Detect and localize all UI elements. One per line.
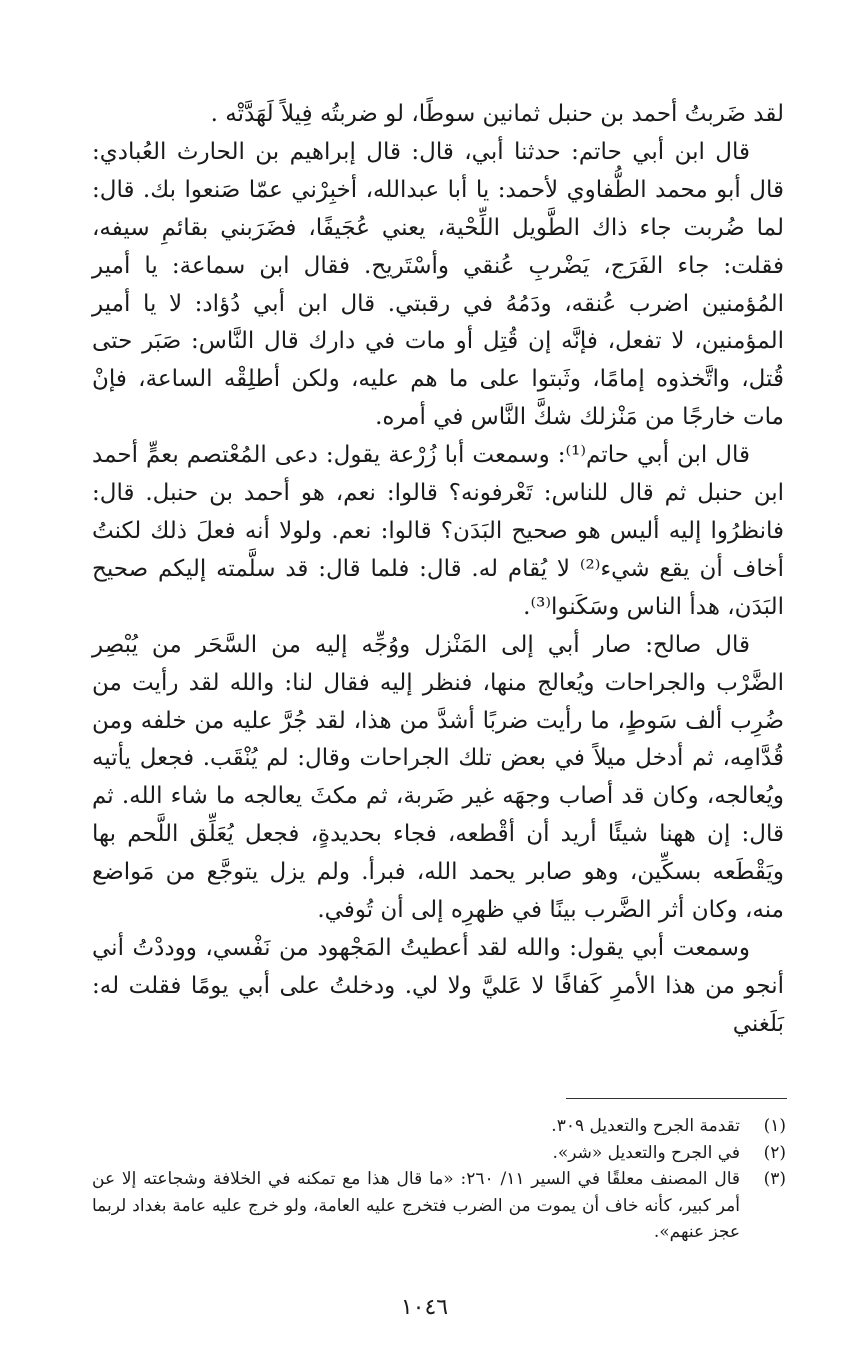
footnote-text: قال المصنف معلقًا في السير ١١/ ٢٦٠: «ما قال هذا مع تمكنه في الخلافة وشجاعته إلا عن أمر كبير، كأنه خاف أن يموت من الضرب فتخرج عليه العامة، ولو خرج عليه عامة بغداد لربما عجز عنهم». [92, 1169, 740, 1242]
main-text [92, 96, 784, 1044]
footnote-text: تقدمة الجرح والتعديل ٣٠٩. [551, 1116, 740, 1136]
paragraph: قال صالح: صار أبي إلى المَنْزل ووُجِّه إليه من السَّحَر من يُبْصِر الضَّرْب والجراحات ويُعالج منها، فنظر إليه فقال لنا: والله لقد رأيت من ضُرِب ألف سَوطٍ، ما رأيت ضربًا أشدَّ من هذا، لقد جُرَّ عليه من خلفه ومن قُدَّامِه، ثم أدخل ميلاً في بعض تلك الجراحات وقال: لم يُنْقَب. فجعل يأتيه ويُعالجه، وكان قد أصاب وجهَه غير ضَربة، ثم مكثَ يعالجه ما شاء الله. ثم قال: إن ههنا شيئًا أريد أن أقْطعه، فجاء بحديدةٍ، فجعل يُعَلِّق اللَّحم بها ويَقْطَعه بسكِّين، وهو صابر يحمد الله، فبرأ. ولم يزل يتوجَّع من مَواضع منه، وكان أثر الضَّرب بينًا في ظهرِه إلى أن تُوفي. [92, 631, 784, 924]
footnote [92, 1166, 786, 1246]
page-number: ١٠٤٦ [400, 1295, 449, 1320]
footnote [92, 1113, 786, 1140]
footnote-mark: (٢) [763, 1142, 786, 1163]
paragraph: وسمعت أبي يقول: والله لقد أعطيتُ المَجْهود من نَفْسي، ووددْتُ أني أنجو من هذا الأمرِ كَفافًا لا عَليَّ ولا لي. ودخلتُ على أبي يومًا فقلت له: بَلَغني [92, 934, 784, 1037]
footnote [92, 1140, 786, 1167]
footnote-mark: (٣) [763, 1169, 786, 1189]
footnotes [92, 1113, 786, 1246]
footnote-mark: (١) [763, 1116, 786, 1136]
paragraph: لقد ضَربتُ أحمد بن حنبل ثمانين سوطًا، لو ضربتُه فِيلاً لَهَدَّتْه . [210, 101, 784, 127]
paragraph: قال ابن أبي حاتم⁽¹⁾: وسمعت أبا زُرْعة يقول: دعى المُعْتصم بعمٍّ أحمد ابن حنبل ثم قال للناس: تَعْرفونه؟ قالوا: نعم، هو أحمد بن حنبل. قال: فانظرُوا إليه أليس هو صحيح البَدَن؟ قالوا: نعم. ولولا أنه فعلَ ذلك لكنتُ أخاف أن يقع شيء⁽²⁾ لا يُقام له. قال: فلما قال: قد سلَّمته إليكم صحيح البَدَن، هدأ الناس وسَكَنوا⁽³⁾. [92, 442, 784, 620]
footnote-text: في الجرح والتعديل «شر». [552, 1142, 740, 1163]
footnote-separator [566, 1098, 787, 1099]
paragraph: قال ابن أبي حاتم: حدثنا أبي، قال: قال إبراهيم بن الحارث العُبادي: قال أبو محمد الطُّفاوي لأحمد: يا أبا عبدالله، أخبِرْني عمّا صَنعوا بك. قال: لما ضُربت جاء ذاك الطَّويل اللِّحْية، يعني عُجَيفًا، فضَرَبني بقائمِ سيفه، فقلت: جاء الفَرَج، يَضْربِ عُنقي وأسْتَريح. فقال ابن سماعة: يا أمير المُؤمنين اضرب عُنقه، ودَمُهُ في رقبتي. قال ابن أبي دُؤاد: لا يا أمير المؤمنين، لا تفعل، فإنَّه إن قُتِل أو مات في دارك قال النَّاس: صَبَر حتى قُتل، واتَّخذوه إمامًا، وثَبتوا على ما هم عليه، ولكن أطلِقْه الساعة، فإنْ مات خارجًا من مَنْزلك شكَّ النَّاس في أمره. [92, 138, 784, 431]
